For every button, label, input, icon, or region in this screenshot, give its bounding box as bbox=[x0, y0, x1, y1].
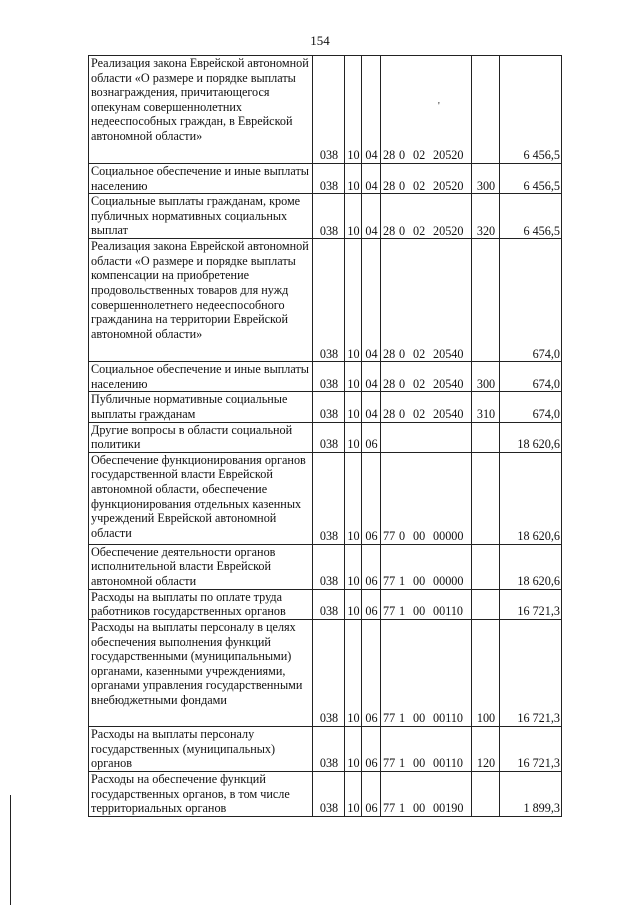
expense-type-code: 120 bbox=[472, 726, 500, 771]
subprogram-code: 0 bbox=[399, 346, 406, 361]
main-event-code: 02 bbox=[413, 346, 426, 361]
section-code: 10 bbox=[345, 619, 362, 726]
target-article-code bbox=[381, 544, 472, 589]
expense-type-code bbox=[472, 422, 500, 452]
section-code: 10 bbox=[345, 589, 362, 619]
main-event-code: 02 bbox=[413, 178, 426, 193]
table-row bbox=[89, 589, 562, 619]
direction-code: 00110 bbox=[433, 604, 464, 619]
direction-code: 20520 bbox=[433, 178, 464, 193]
expense-type-code bbox=[472, 239, 500, 362]
section-code: 10 bbox=[345, 362, 362, 392]
program-code: 28 bbox=[383, 148, 396, 163]
subprogram-code: 1 bbox=[399, 604, 406, 619]
expense-type-code: 320 bbox=[472, 194, 500, 239]
expense-type-code bbox=[472, 771, 500, 816]
table-row bbox=[89, 164, 562, 194]
program-code: 28 bbox=[383, 376, 396, 391]
expense-type-code bbox=[472, 56, 500, 164]
table-row bbox=[89, 56, 562, 164]
direction-code: 20520 bbox=[433, 223, 464, 238]
subprogram-code: 1 bbox=[399, 574, 406, 589]
subsection-code: 06 bbox=[362, 726, 381, 771]
ministry-code: 038 bbox=[313, 362, 345, 392]
row-name: Другие вопросы в области социальной политики bbox=[89, 422, 313, 452]
section-code: 10 bbox=[345, 452, 362, 544]
target-article-code bbox=[381, 726, 472, 771]
section-code: 10 bbox=[345, 56, 362, 164]
target-article-code bbox=[381, 589, 472, 619]
ministry-code: 038 bbox=[313, 619, 345, 726]
main-event-code: 00 bbox=[413, 574, 426, 589]
subsection-code: 06 bbox=[362, 452, 381, 544]
expense-type-code bbox=[472, 452, 500, 544]
expense-type-code bbox=[472, 544, 500, 589]
expense-type-code: 300 bbox=[472, 164, 500, 194]
program-code: 77 bbox=[383, 711, 396, 726]
subsection-code: 06 bbox=[362, 422, 381, 452]
amount: 6 456,5 bbox=[500, 164, 562, 194]
target-article-code bbox=[381, 392, 472, 422]
ministry-code: 038 bbox=[313, 392, 345, 422]
subsection-code: 04 bbox=[362, 239, 381, 362]
main-event-code: 00 bbox=[413, 801, 426, 816]
section-code: 10 bbox=[345, 239, 362, 362]
row-name: Расходы на выплаты персоналу государственных (муниципальных) органов bbox=[89, 726, 313, 771]
section-code: 10 bbox=[345, 164, 362, 194]
subsection-code: 04 bbox=[362, 362, 381, 392]
amount: 18 620,6 bbox=[500, 544, 562, 589]
direction-code: 00110 bbox=[433, 756, 464, 771]
row-name: Расходы на выплаты по оплате труда работников государственных органов bbox=[89, 589, 313, 619]
target-article-code bbox=[381, 239, 472, 362]
subsection-code: 06 bbox=[362, 771, 381, 816]
target-article-code bbox=[381, 422, 472, 452]
amount: 18 620,6 bbox=[500, 422, 562, 452]
subsection-code: 04 bbox=[362, 164, 381, 194]
ministry-code: 038 bbox=[313, 726, 345, 771]
main-event-code: 02 bbox=[413, 406, 426, 421]
amount: 18 620,6 bbox=[500, 452, 562, 544]
program-code: 77 bbox=[383, 574, 396, 589]
target-article-code bbox=[381, 619, 472, 726]
amount: 16 721,3 bbox=[500, 619, 562, 726]
ministry-code: 038 bbox=[313, 544, 345, 589]
stray-mark: ' bbox=[438, 101, 440, 112]
amount: 6 456,5 bbox=[500, 194, 562, 239]
ministry-code: 038 bbox=[313, 771, 345, 816]
table-row bbox=[89, 619, 562, 726]
main-event-code: 02 bbox=[413, 376, 426, 391]
subsection-code: 04 bbox=[362, 194, 381, 239]
direction-code: 00000 bbox=[433, 529, 464, 544]
table-row bbox=[89, 392, 562, 422]
target-article-code bbox=[381, 194, 472, 239]
program-code: 77 bbox=[383, 801, 396, 816]
amount: 16 721,3 bbox=[500, 726, 562, 771]
program-code: 28 bbox=[383, 223, 396, 238]
row-name: Расходы на выплаты персоналу в целях обеспечения выполнения функций государственными (муниципальными) органами, казенными учреждениями, органами управления государственными внебюджетными фондами bbox=[89, 619, 313, 726]
row-name: Реализация закона Еврейской автономной области «О размере и порядке выплаты компенсации на приобретение продовольственных товаров для нужд совершеннолетнего недееспособного гражданина на территории Еврейской автономной области» bbox=[89, 239, 313, 362]
ministry-code: 038 bbox=[313, 589, 345, 619]
program-code: 28 bbox=[383, 406, 396, 421]
table-row bbox=[89, 544, 562, 589]
target-article-code bbox=[381, 362, 472, 392]
row-name: Расходы на обеспечение функций государственных органов, в том числе территориальных органов bbox=[89, 771, 313, 816]
ministry-code: 038 bbox=[313, 239, 345, 362]
table-row bbox=[89, 452, 562, 544]
table-row bbox=[89, 239, 562, 362]
program-code: 77 bbox=[383, 756, 396, 771]
expense-type-code bbox=[472, 589, 500, 619]
expense-type-code: 310 bbox=[472, 392, 500, 422]
direction-code: 20540 bbox=[433, 346, 464, 361]
subprogram-code: 0 bbox=[399, 178, 406, 193]
row-name: Реализация закона Еврейской автономной области «О размере и порядке выплаты вознаграждения, причитающегося опекунам совершеннолетних недееспособных граждан, в Еврейской автономной области» bbox=[89, 56, 313, 164]
main-event-code: 00 bbox=[413, 604, 426, 619]
amount: 6 456,5 bbox=[500, 56, 562, 164]
subprogram-code: 0 bbox=[399, 529, 406, 544]
margin-line bbox=[10, 795, 11, 905]
row-name: Социальное обеспечение и иные выплаты населению bbox=[89, 362, 313, 392]
target-article-code bbox=[381, 771, 472, 816]
subprogram-code: 1 bbox=[399, 756, 406, 771]
section-code: 10 bbox=[345, 771, 362, 816]
direction-code: 00190 bbox=[433, 801, 464, 816]
target-article-code bbox=[381, 56, 472, 164]
amount: 674,0 bbox=[500, 362, 562, 392]
subsection-code: 06 bbox=[362, 589, 381, 619]
target-article-code bbox=[381, 164, 472, 194]
subprogram-code: 0 bbox=[399, 223, 406, 238]
subsection-code: 06 bbox=[362, 544, 381, 589]
row-name: Социальные выплаты гражданам, кроме публичных нормативных социальных выплат bbox=[89, 194, 313, 239]
page-number: 154 bbox=[310, 33, 330, 48]
section-code: 10 bbox=[345, 726, 362, 771]
direction-code: 20520 bbox=[433, 148, 464, 163]
ministry-code: 038 bbox=[313, 422, 345, 452]
table-row bbox=[89, 422, 562, 452]
amount: 674,0 bbox=[500, 392, 562, 422]
section-code: 10 bbox=[345, 422, 362, 452]
main-event-code: 00 bbox=[413, 529, 426, 544]
subprogram-code: 0 bbox=[399, 406, 406, 421]
row-name: Публичные нормативные социальные выплаты гражданам bbox=[89, 392, 313, 422]
direction-code: 20540 bbox=[433, 406, 464, 421]
table-row bbox=[89, 726, 562, 771]
budget-table bbox=[88, 55, 562, 817]
subprogram-code: 0 bbox=[399, 376, 406, 391]
program-code: 28 bbox=[383, 178, 396, 193]
ministry-code: 038 bbox=[313, 452, 345, 544]
subprogram-code: 0 bbox=[399, 148, 406, 163]
amount: 16 721,3 bbox=[500, 589, 562, 619]
section-code: 10 bbox=[345, 194, 362, 239]
ministry-code: 038 bbox=[313, 56, 345, 164]
row-name: Социальное обеспечение и иные выплаты населению bbox=[89, 164, 313, 194]
main-event-code: 02 bbox=[413, 148, 426, 163]
subsection-code: 06 bbox=[362, 619, 381, 726]
amount: 1 899,3 bbox=[500, 771, 562, 816]
subsection-code: 04 bbox=[362, 56, 381, 164]
main-event-code: 00 bbox=[413, 756, 426, 771]
subprogram-code: 1 bbox=[399, 711, 406, 726]
program-code: 77 bbox=[383, 604, 396, 619]
subsection-code: 04 bbox=[362, 392, 381, 422]
table-row bbox=[89, 771, 562, 816]
amount: 674,0 bbox=[500, 239, 562, 362]
section-code: 10 bbox=[345, 392, 362, 422]
main-event-code: 00 bbox=[413, 711, 426, 726]
target-article-code bbox=[381, 452, 472, 544]
expense-type-code: 300 bbox=[472, 362, 500, 392]
expense-type-code: 100 bbox=[472, 619, 500, 726]
table-row bbox=[89, 362, 562, 392]
row-name: Обеспечение функционирования органов государственной власти Еврейской автономной области, обеспечение функционирования отдельных казенных учреждений Еврейской автономной области bbox=[89, 452, 313, 544]
direction-code: 00000 bbox=[433, 574, 464, 589]
section-code: 10 bbox=[345, 544, 362, 589]
row-name: Обеспечение деятельности органов исполнительной власти Еврейской автономной области bbox=[89, 544, 313, 589]
direction-code: 00110 bbox=[433, 711, 464, 726]
subprogram-code: 1 bbox=[399, 801, 406, 816]
ministry-code: 038 bbox=[313, 164, 345, 194]
main-event-code: 02 bbox=[413, 223, 426, 238]
direction-code: 20540 bbox=[433, 376, 464, 391]
ministry-code: 038 bbox=[313, 194, 345, 239]
table-row bbox=[89, 194, 562, 239]
program-code: 28 bbox=[383, 346, 396, 361]
program-code: 77 bbox=[383, 529, 396, 544]
